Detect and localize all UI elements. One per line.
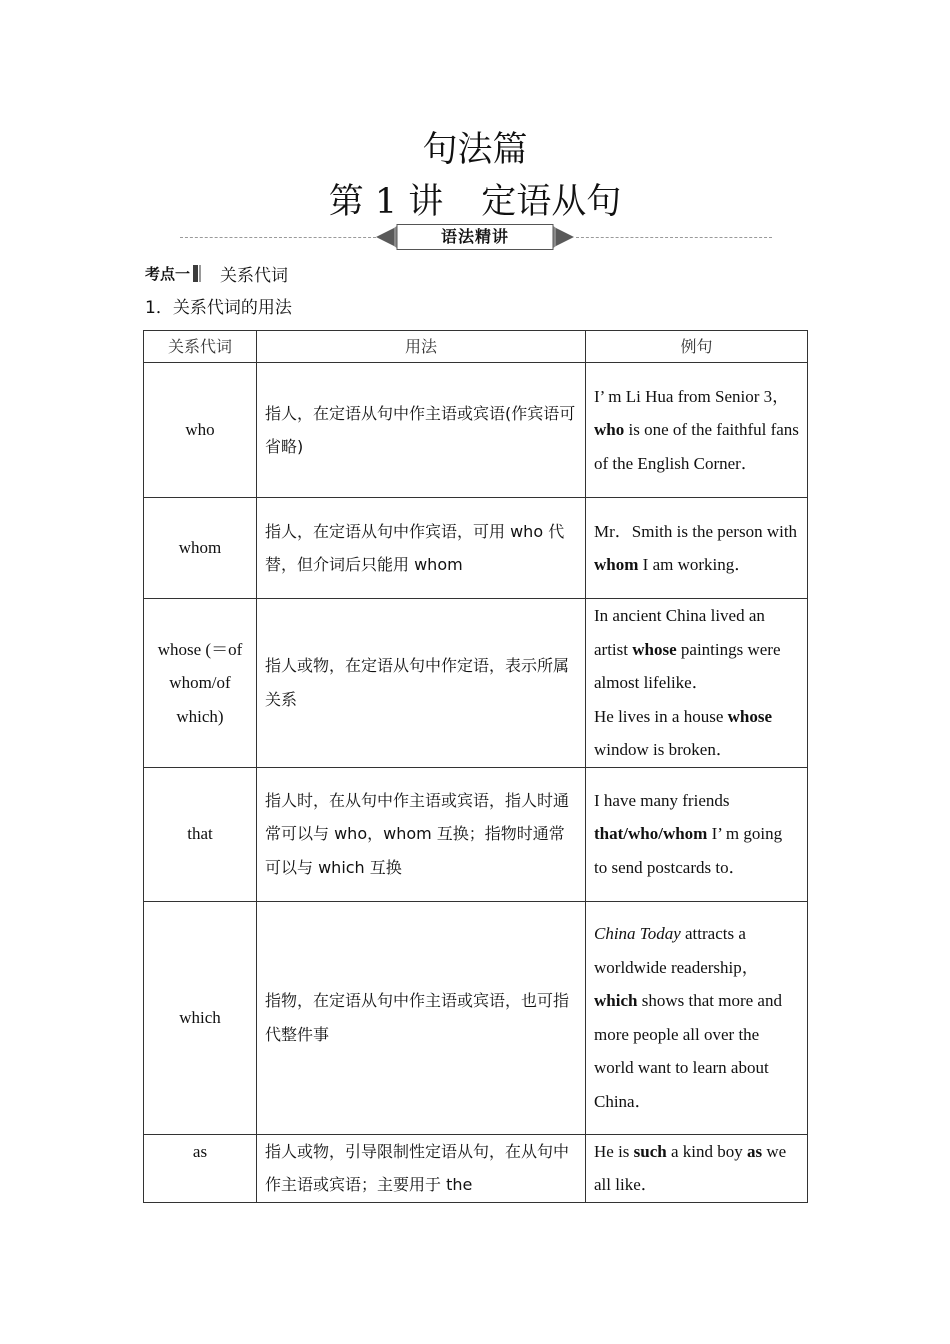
header-pronoun: 关系代词	[144, 331, 257, 363]
usage-cell: 指人或物，引导限制性定语从句，在从句中作主语或宾语；主要用于 the	[257, 1134, 586, 1202]
pronoun-cell: as	[144, 1134, 257, 1202]
example-cell	[586, 767, 808, 901]
example-keyword: who	[594, 420, 625, 440]
table-row	[144, 498, 808, 599]
usage-cell: 指人时，在从句中作主语或宾语，指人时通常可以与 who，whom 互换；指物时通常可以与 which 互换	[257, 767, 586, 901]
example-keyword: as	[747, 1141, 763, 1161]
header-example: 例句	[586, 331, 808, 363]
table-row	[144, 1134, 808, 1202]
header-usage: 用法	[257, 331, 586, 363]
section-title: 句法篇	[422, 130, 528, 170]
example-text: He lives in a house	[594, 706, 728, 726]
kaodian-tag: 考点一	[145, 264, 191, 283]
kaodian-title: 关系代词	[220, 265, 289, 286]
pronoun-cell: whom	[144, 498, 257, 599]
usage-cell: 指人，在定语从句中作主语或宾语(作宾语可省略)	[257, 363, 586, 498]
lecture-topic: 定语从句	[481, 182, 622, 222]
divider-right	[576, 237, 772, 238]
example-keyword: whose	[632, 639, 677, 659]
table-row	[144, 599, 808, 768]
example-text: I have many friends	[594, 790, 730, 810]
subheading: 1．关系代词的用法	[145, 298, 292, 318]
table-row	[144, 767, 808, 901]
example-text: we all like．	[594, 1141, 787, 1194]
table-row	[144, 901, 808, 1134]
example-text: attracts a worldwide readership，	[594, 924, 759, 977]
example-cell	[586, 901, 808, 1134]
example-text: I’ m going to send postcards to．	[594, 824, 783, 877]
example-text: He is	[594, 1141, 634, 1161]
pronoun-cell: that	[144, 767, 257, 901]
example-cell	[586, 599, 808, 768]
example-text: paintings were almost lifelike．	[594, 639, 781, 692]
example-cell	[586, 363, 808, 498]
example-text: I am working．	[638, 555, 752, 574]
example-text: a kind boy	[666, 1141, 748, 1161]
kaodian-heading	[145, 258, 288, 288]
usage-cell: 指人或物，在定语从句中作定语，表示所属关系	[257, 599, 586, 768]
example-text: Mr．Smith is the person with	[594, 521, 798, 541]
example-text: is one of the faithful fans of the English Corner．	[594, 420, 799, 473]
example-keyword: which	[594, 991, 638, 1010]
relative-pronoun-table	[143, 330, 808, 1203]
pronoun-cell: whose (＝of whom/of which)	[144, 599, 257, 768]
lecture-number: 第 1 讲	[328, 182, 444, 222]
lecture-title	[0, 178, 950, 226]
example-text: window is broken．	[594, 740, 733, 759]
example-keyword: whom	[594, 555, 639, 574]
table-row	[144, 363, 808, 498]
grammar-banner	[374, 224, 576, 251]
usage-cell: 指人，在定语从句中作宾语，可用 who 代替，但介词后只能用 whom	[257, 498, 586, 599]
example-keyword: such	[633, 1141, 667, 1161]
example-text: I’ m Li Hua from Senior 3，	[594, 386, 790, 406]
kaodian-bar-icon	[193, 265, 202, 282]
example-keyword: that/who/whom	[594, 824, 708, 844]
example-cell	[586, 1134, 808, 1202]
example-keyword: whose	[727, 706, 773, 726]
example-text: shows that more and more people all over the world want to learn about China．	[594, 991, 782, 1111]
example-cell	[586, 498, 808, 599]
pronoun-cell: which	[144, 901, 257, 1134]
pronoun-cell: who	[144, 363, 257, 498]
banner-label: 语法精讲	[440, 227, 509, 246]
usage-cell: 指物，在定语从句中作主语或宾语，也可指代整件事	[257, 901, 586, 1134]
divider-left	[180, 237, 376, 238]
example-text: In ancient China lived an artist	[594, 606, 765, 659]
example-text: China Today	[594, 924, 681, 943]
table-header-row	[144, 331, 808, 363]
